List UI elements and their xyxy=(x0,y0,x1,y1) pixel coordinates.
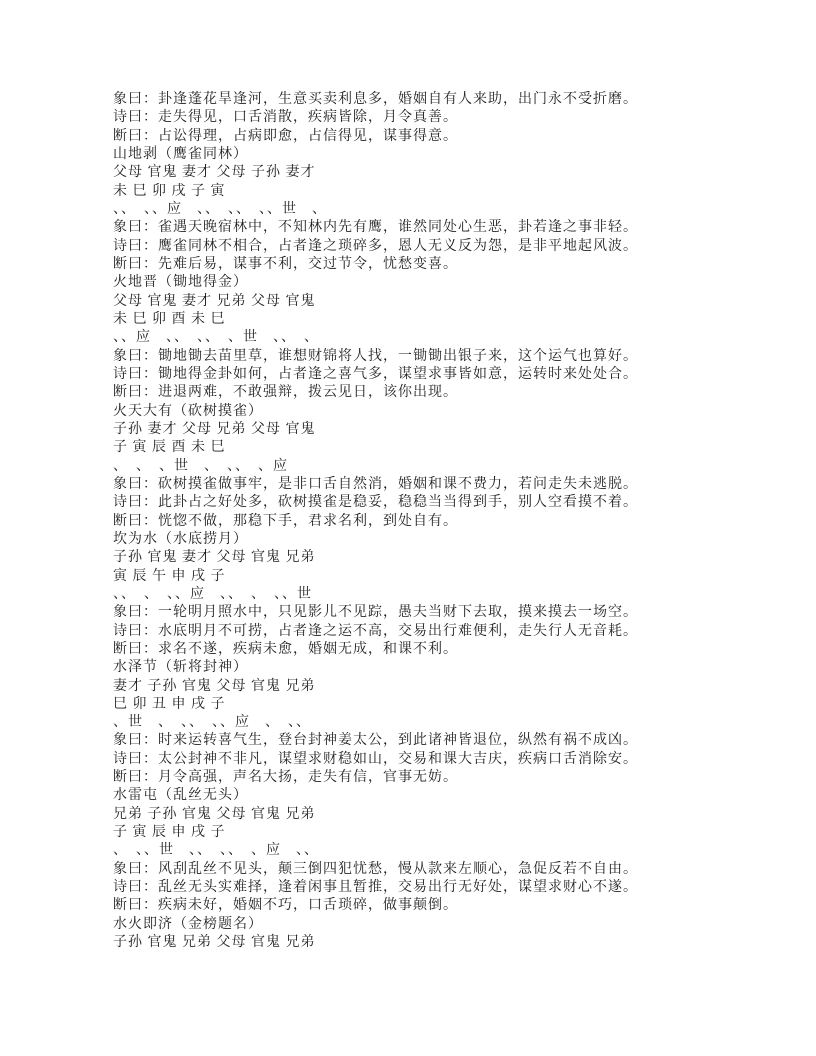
document-text-block xyxy=(113,91,693,952)
dizhi-row: 未 巳 卯 酉 未 巳 xyxy=(113,311,226,327)
yao-markers-row: 、 、、世 、、 、、 、应 、、 xyxy=(113,843,319,859)
hexagram-title: 坎为水（水底捞月） xyxy=(113,531,248,547)
liuqin-row: 父母 官鬼 妻才 兄弟 父母 官鬼 xyxy=(113,293,316,309)
yao-markers-row: 、世 、 、、 、、应 、 、、 xyxy=(113,715,311,731)
liuqin-row: 子孙 官鬼 妻才 父母 官鬼 兄弟 xyxy=(113,550,316,566)
dizhi-row: 寅 辰 午 申 戌 子 xyxy=(113,568,226,584)
shi-line: 诗曰：太公封神不非凡，谋望求财稳如山，交易和课大吉庆，疾病口舌消除安。 xyxy=(113,751,638,767)
liuqin-row: 父母 官鬼 妻才 父母 子孙 妻才 xyxy=(113,165,316,181)
shi-line: 诗曰：水底明月不可捞，占者逢之运不高，交易出行难便利，走失行人无音耗。 xyxy=(113,623,638,639)
hexagram-title: 水火即济（金榜题名） xyxy=(113,916,263,932)
hexagram-title: 山地剥（鹰雀同林） xyxy=(113,146,248,162)
xiang-line: 象曰：锄地锄去苗里草，谁想财锦将人找，一锄锄出银子来，这个运气也算好。 xyxy=(113,348,638,364)
dizhi-row: 子 寅 辰 申 戌 子 xyxy=(113,825,226,841)
shi-line: 诗曰：此卦占之好处多，砍树摸雀是稳妥，稳稳当当得到手，别人空看摸不着。 xyxy=(113,495,638,511)
dizhi-row: 子 寅 辰 酉 未 巳 xyxy=(113,440,226,456)
hexagram-title: 火天大有（砍树摸雀） xyxy=(113,403,263,419)
duan-line: 断曰：先难后易，谋事不利，交过节令，忧愁变喜。 xyxy=(113,256,458,272)
hexagram-title: 水泽节（斩将封神） xyxy=(113,660,248,676)
xiang-line: 象曰：雀遇天晚宿林中，不知林内先有鹰，谁然同处心生恶，卦若逢之事非轻。 xyxy=(113,220,638,236)
liuqin-row: 妻才 子孙 官鬼 父母 官鬼 兄弟 xyxy=(113,678,316,694)
shi-line: 诗曰：锄地得金卦如何，占者逢之喜气多，谋望求事皆如意，运转时来处处合。 xyxy=(113,366,638,382)
yao-markers-row: 、 、 、世 、 、、 、应 xyxy=(113,458,288,474)
yao-markers-row: 、、应 、、 、、 、世 、、 、 xyxy=(113,330,319,346)
duan-line: 断曰：求名不遂，疾病未愈，婚姻无成，和课不利。 xyxy=(113,641,458,657)
duan-line: 断曰：占讼得理，占病即愈，占信得见，谋事得意。 xyxy=(113,128,458,144)
xiang-line: 象曰：砍树摸雀做事牢，是非口舌自然消，婚姻和课不费力，若问走失未逃脱。 xyxy=(113,476,638,492)
shi-line: 诗曰：走失得见，口舌消散，疾病皆除，月令真善。 xyxy=(113,110,458,126)
xiang-line: 象曰：时来运转喜气生，登台封神姜太公，到此诸神皆退位，纵然有祸不成凶。 xyxy=(113,733,638,749)
hexagram-title: 火地晋（锄地得金） xyxy=(113,275,248,291)
xiang-line: 象曰：风刮乱丝不见头，颠三倒四犯忧愁，慢从款来左顺心，急促反若不自由。 xyxy=(113,861,638,877)
duan-line: 断曰：恍惚不做，那稳下手，君求名利，到处自有。 xyxy=(113,513,458,529)
liuqin-row: 兄弟 子孙 官鬼 父母 官鬼 兄弟 xyxy=(113,806,316,822)
liuqin-row: 子孙 妻才 父母 兄弟 父母 官鬼 xyxy=(113,421,316,437)
duan-line: 断曰：进退两难，不敢强辩，拨云见日，该你出现。 xyxy=(113,385,458,401)
duan-line: 断曰：月令高强，声名大扬，走失有信，官事无妨。 xyxy=(113,770,458,786)
dizhi-row: 巳 卯 丑 申 戌 子 xyxy=(113,696,226,712)
xiang-line: 象曰：卦逢蓬花旱逢河，生意买卖利息多，婚姻自有人来助，出门永不受折磨。 xyxy=(113,92,638,107)
hexagram-title: 水雷屯（乱丝无头） xyxy=(113,788,248,804)
yao-markers-row: 、、 、 、、应 、、 、 、、世 xyxy=(113,586,312,602)
shi-line: 诗曰：鹰雀同林不相合，占者逢之琐碎多，恩人无义反为怨，是非平地起风波。 xyxy=(113,238,638,254)
duan-line: 断曰：疾病未好，婚姻不巧，口舌琐碎，做事颠倒。 xyxy=(113,898,458,914)
shi-line: 诗曰：乱丝无头实难择，逢着闲事且暂推，交易出行无好处，谋望求财心不遂。 xyxy=(113,880,638,896)
dizhi-row: 未 巳 卯 戌 子 寅 xyxy=(113,183,226,199)
liuqin-row: 子孙 官鬼 兄弟 父母 官鬼 兄弟 xyxy=(113,935,316,951)
yao-markers-row: 、、 、、应 、、 、、 、、世 、 xyxy=(113,201,327,217)
xiang-line: 象曰：一轮明月照水中，只见影儿不见踪，愚夫当财下去取，摸来摸去一场空。 xyxy=(113,605,638,621)
